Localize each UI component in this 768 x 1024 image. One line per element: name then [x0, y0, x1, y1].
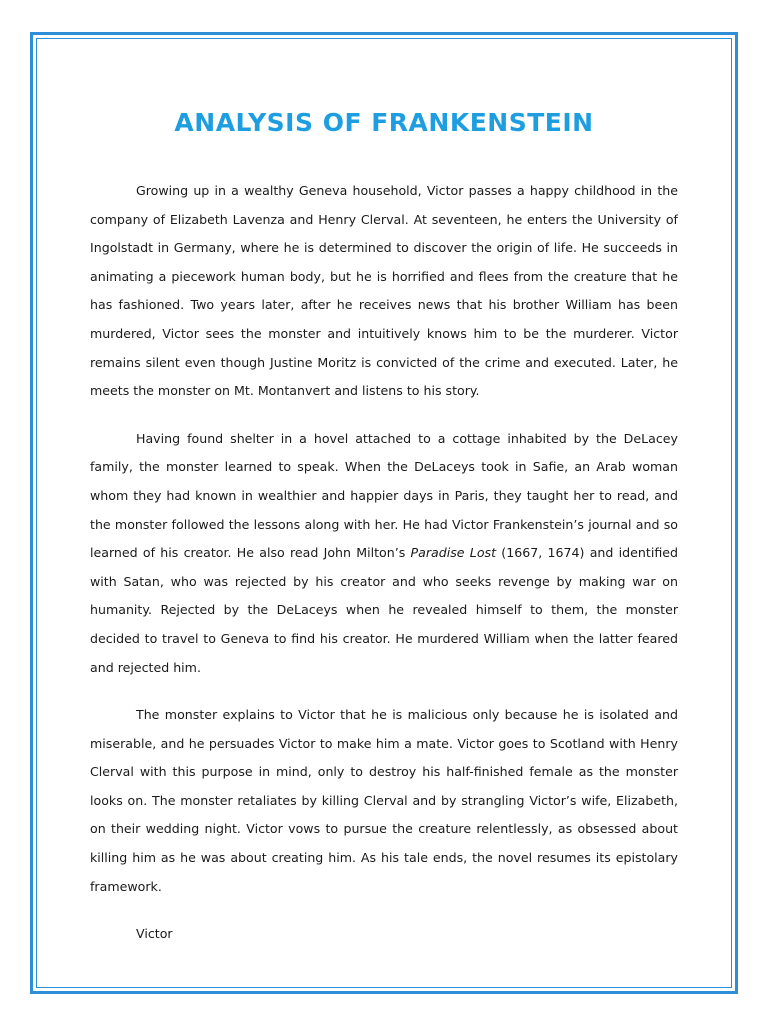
paragraph-1: Growing up in a wealthy Geneva household, Victor passes a happy childhood in the company of Elizabeth Lavenza and Henry Clerval. At seventeen, he enters the University of Ingolstadt in Germany, where he is determined to discover the origin of life. He succeeds in animating a piecework human body, but he is horrified and flees from the creature that he has fashioned. Two years later, after he receives news that his brother William has been murdered, Victor sees the monster and intuitively knows him to be the murderer. Victor remains silent even though Justine Moritz is convicted of the crime and executed. Later, he meets the monster on Mt. Montanvert and listens to his story. — [90, 183, 678, 399]
document-title: ANALYSIS OF FRANKENSTEIN — [174, 108, 594, 137]
paragraph-2-after: (1667, 1674) and identified with Satan, who was rejected by his creator and who seeks revenge by making war on humanity. Rejected by the DeLaceys when he revealed himself to them, the monster decided to travel to Geneva to find his creator. He murdered William when the latter feared and rejected him. — [90, 545, 678, 675]
signature: Victor — [136, 926, 173, 942]
paragraph-2-before: Having found shelter in a hovel attached to a cottage inhabited by the DeLacey family, the monster learned to speak. When the DeLaceys took in Safie, an Arab woman whom they had known in wealthier and happier days in Paris, they taught her to read, and the monster followed the lessons along with her. He had Victor Frankenstein’s journal and so learned of his creator. He also read John Milton’s — [90, 430, 678, 561]
paragraph-3: The monster explains to Victor that he is malicious only because he is isolated and miserable, and he persuades Victor to make him a mate. Victor goes to Scotland with Henry Clerval with this purpose in mind, only to destroy his half-finished female as the monster looks on. The monster retaliates by killing Clerval and by strangling Victor’s wife, Elizabeth, on their wedding night. Victor vows to pursue the creature relentlessly, as obsessed about killing him as he was about creating him. As his tale ends, the novel resumes its epistolary framework. — [90, 707, 678, 894]
paragraph-2 — [90, 425, 678, 682]
document-body — [90, 177, 678, 949]
book-title-paradise-lost: Paradise Lost — [410, 545, 497, 561]
